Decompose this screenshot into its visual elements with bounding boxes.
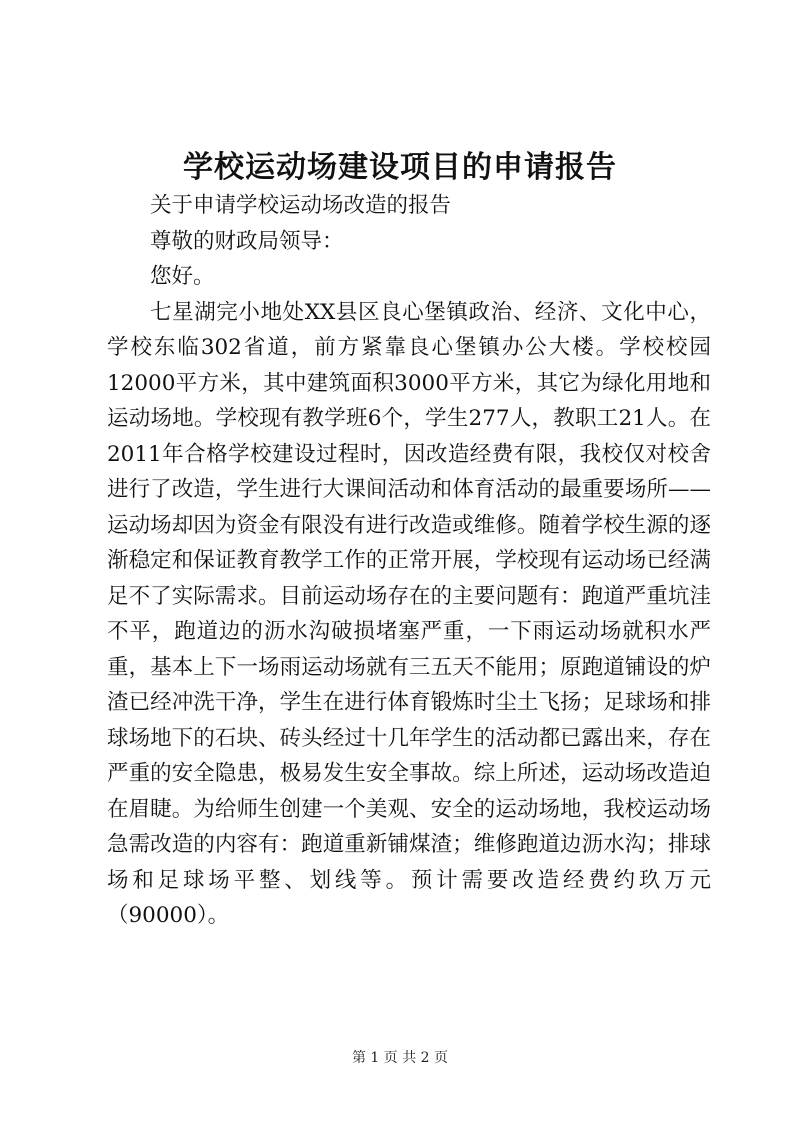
body-paragraph: 七星湖完小地处XX县区良心堡镇政治、经济、文化中心，学校东临302省道，前方紧靠良心堡镇办公大楼。学校校园12000平方米，其中建筑面积3000平方米，其它为绿化用地和运动场地。学校现有教学班6个，学生277人，教职工21人。在2011年合格学校建设过程时，因改造经费有限，我校仅对校舍进行了改造，学生进行大课间活动和体育活动的最重要场所——运动场却因为资金有限没有进行改造或维修。随着学校生源的逐渐稳定和保证教育教学工作的正常开展，学校现有运动场已经满足不了实际需求。目前运动场存在的主要问题有：跑道严重坑洼不平，跑道边的沥水沟破损堵塞严重，一下雨运动场就积水严重，基本上下一场雨运动场就有三五天不能用；原跑道铺设的炉渣已经冲洗干净，学生在进行体育锻炼时尘土飞扬；足球场和排球场地下的石块、砖头经过十几年学生的活动都已露出来，存在严重的安全隐患，极易发生安全事故。综上所述，运动场改造迫在眉睫。为给师生创建一个美观、安全的运动场地，我校运动场急需改造的内容有：跑道重新铺煤渣；维修跑道边沥水沟；排球场和足球场平整、划线等。预计需要改造经费约玖万元（90000）。 (107, 299, 711, 928)
document-title: 学校运动场建设项目的申请报告 (183, 150, 617, 185)
document-body (107, 188, 711, 934)
subject-line: 关于申请学校运动场改造的报告 (150, 193, 452, 218)
greeting: 您好。 (150, 264, 215, 289)
page-number-footer: 第 1 页 共 2 页 (351, 1050, 449, 1066)
salutation: 尊敬的财政局领导： (150, 228, 344, 254)
